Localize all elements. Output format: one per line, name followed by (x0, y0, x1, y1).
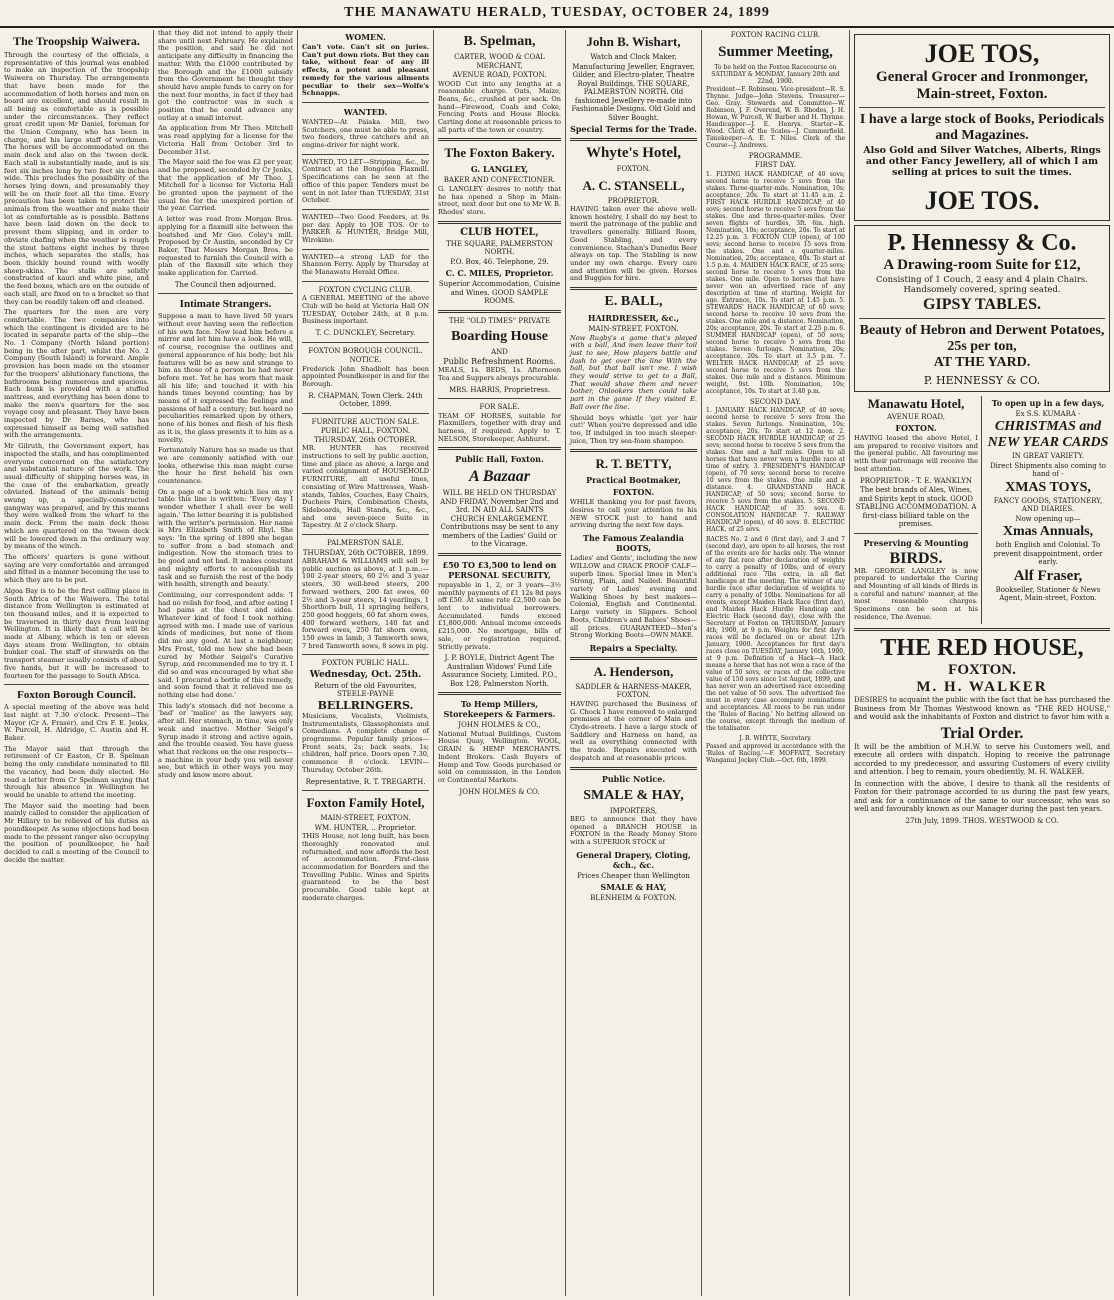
ad-heading: FOXTON PUBLIC HALL. (321, 659, 410, 668)
ad-signature: R. CHAPMAN, Town Clerk. 24th October, 1899. (308, 391, 423, 409)
column-7 (850, 30, 1114, 1296)
ad-subheading: C. C. MILES, Proprietor. (445, 268, 554, 279)
divider (570, 287, 697, 290)
ad-text: A GENERAL MEETING of the above Club will be held at Victoria Hall ON TUESDAY, October 24th, at 8 p.m. Business important. (302, 294, 429, 326)
ad-subheading: General Drapery, Cloting, &ch., &c. (576, 849, 691, 870)
ad-text: WANTED, TO LET—Stripping, &c., by Contract at the Bongotea Flaxmill. Specifications can be seen at the office of this paper. Tenders must be sent in not later than TUESDAY, 31st October. (302, 157, 429, 205)
divider (438, 398, 561, 399)
column-5 (566, 30, 702, 1296)
ad-heading-large: CHRISTMAS and NEW YEAR CARDS (987, 419, 1109, 450)
ad-heading: £50 TO £3,500 to lend on PERSONAL SECURITY, (442, 559, 557, 580)
ad-heading: FOXTON BOROUGH COUNCIL. (308, 346, 423, 355)
ad-signature: T. C. DUNCKLEY, Secretary. (315, 329, 416, 338)
ad-heading-large: BELLRINGERS. (317, 698, 414, 712)
ad-subheading: GIPSY TABLES. (923, 296, 1041, 313)
article-paragraph: The Mayor said the meeting had been mainly called to consider the application of Mr Hillary to be relieved of his duties as poundkeeper. As some objections had been made to the present ranger also occupying the position of poundkeeper, he had decided to call a meeting of the Council to decide the matter. (4, 801, 149, 864)
ad-text: Prices Cheaper than Wellington (577, 871, 690, 880)
divider (438, 138, 561, 141)
divider (859, 318, 1105, 319)
masthead: THE MANAWATU HERALD, TUESDAY, OCTOBER 24, 1899 (0, 0, 1114, 28)
ad-subheading: PUBLIC HALL, FOXTON. THURSDAY, 26th OCTOBER. (314, 427, 417, 444)
ad-subheading: CARTER, WOOD & COAL MERCHANT, (454, 53, 545, 70)
ad-signature: 27th July, 1899. THOS. WESTWOOD & CO. (905, 816, 1059, 825)
ad-text: Musicians, Vocalists, Violinists, Instrumentalists, Glassophonists and Comedians. A complete change of programme. Popular family prices—Front seats, 2s; back seats, 1s; children, half price. Doors open 7.30, commence 8 o'clock. LEVIN—Thursday, October 26th. (302, 711, 429, 774)
ad-heading-large: Foxton Family Hotel, (306, 795, 425, 811)
article-paragraph: Through the courtesy of the officials, a representative of this journal was enabled to make an inspection of the troopship Waiwera on Thursday. The arrangements that have been made for the accommodation of both horses and men on board are excellent, and should result in all being as comfortable as is possible under the circumstances. They reflect great credit upon Mr Daniel, foreman for the Union Company, who has been in charge, and his large staff of workmen. The horses will be accommodated on the main deck and also on the 'tween deck. Each stall is substantially made, and is six feet six inches long by two feet six inches wide. This precludes the possibility of the horses lying down, and presumably they will be on their feet all the time. Every precaution has been taken to protect the animals from the weather and make their lot as comfortable as is possible. Battens have been laid down on the deck to prevent them slipping, and in order to obviate chafing when the weather is rough the stout battens eight inches by three inches, which separates the stalls, has been thickly bound round with woolly sheep-skins. The stalls are solidly constructed of kauri and white pine, and the feed boxes, which are on the outside of each stall, are fixed on to a bracket so that they can be readily taken off and cleaned. (4, 51, 149, 306)
ad-text: Passed and approved in accordance with the 'Rules of Racing.'—F. MOFFATT, Secretary Wanganui Jockey Club.—Oct. 6th, 1899. (706, 743, 845, 764)
ad-red-house (854, 635, 1110, 825)
article-paragraph: Algoa Bay is to be the first calling place in South Africa of the Waiwera. The total distance from Wellington is estimated at ten thousand miles, and it is expected to be traversed in thirty days from leaving Wellington. It is likely that a call will be made at Albany, which is ten or eleven days steam from Wellington, to obtain bunker coal. The staff of stewards on the transport steamer usually consists of about five hands, but it will be increased to fourteen for the passage to South Africa. (4, 586, 150, 680)
article-heading-troopship: The Troopship Waiwera. (13, 34, 140, 48)
ad-text: MR. HUNTER has received instructions to sell by public auction, time and place as above, a large and varied consignment of HOUSEHOLD FURNITURE, all useful lines, consisting of Wire Mattresses, Wash-stands, Tables, Couches, Easy Chairs, Duchess Pairs, Combination Chests, Sideboards, Hall Stands, &c., &c., and one seven-piece Suite in Tapestry. At 2 o'clock Sharp. (302, 444, 429, 530)
ad-text: RACES No. 2 and 6 (first day), and 3 and 7 (second day), are open to all horses, the rest of the events are for hacks only. The winner of any flat race after declaration of weights to carry a penalty of 10lbs, and of every additional race 7lbs extra, in all flat handicaps at the meeting. The winner of any hurdle race after declaration of weights to carry a penalty of 10lbs. Nominations for all events, except Maiden Hack Race (first day), and Maiden Hack Hurdle Handicap and Electric Hack (second day), close with the Secretary at Foxton on THURSDAY, January 4th, 1900, at 9 p.m. Weights for first day's races will be declared on or about 12th January, 1900. Acceptances for first day's races close on TUESDAY, January 16th, 1900, at 9 p.m. Definition of a Hack—A Hack means a horse that has not won a race of the value of 50 sovs, or races of the collective value of 150 sovs since 1st August, 1899, and has never won an advertised race exceeding the net value of 50 sovs. The advertised fee must in every case accompany nominations and acceptances. All races to be run under the 'Rules of Racing.' No betting allowed on the course, except through the medium of the totalisator. (706, 536, 845, 732)
ad-heading: WOMEN. (345, 32, 386, 42)
ad-subheading: FIRST DAY. (755, 161, 796, 169)
column-4 (434, 30, 566, 1296)
divider (302, 154, 429, 155)
article-paragraph: Mr Gilruth, the Government expert, has inspected the stalls, and has complimented everyone concerned on the satisfactory and substantial nature of the work. The usual difficulty of shipping horses was, in the case of the embarkation, greatly obviated. Instead of the animals being swung up, a specially-constructed gangway was prepared, and by this means they were walked from the wharf to the main deck. From the main deck those which are quartered on the 'tween deck will be lowered down in the ordinary way by means of the winch. (4, 442, 149, 551)
ad-signature: BLENHEIM & FOXTON. (590, 894, 677, 903)
ad-subheading: FOXTON. (895, 423, 937, 433)
ad-subheading: AVENUE ROAD, (887, 412, 945, 421)
article-paragraph: A special meeting of the above was held last night at 7.30 o'clock. Present—The Mayor (Cr A. Fraser), and Crs F. E. Jenks, W. Purcell, H. Aldridge, C. Austin and H. Baker. (4, 703, 149, 743)
divider (570, 449, 697, 452)
ad-subheading: Ex S.S. KUMARA - (1015, 409, 1081, 418)
article-heading-strangers: Intimate Strangers. (179, 298, 272, 311)
ad-text: MR. GEORGE LANGLEY is now prepared to undertake the Curing and Mounting of all kinds of Birds in a careful and nature' manner, at the most reasonable charges. Specimens can be seen at his residence, The Avenue. (854, 566, 978, 621)
divider (570, 138, 697, 141)
ad-heading: Public Hall, Foxton. (455, 454, 544, 465)
ad-text: National Mutual Buildings, Custom House Quay, Wellington. WOOL, GRAIN & HEMP MERCHANTS. Indent Brokers. Cash Buyers of Hemp and Tow. Goods purchased or sold on commission, in the London or Continental Markets. (438, 729, 561, 784)
ad-heading-large: THE RED HOUSE, (880, 635, 1084, 662)
ad-heading-large: P. Hennessy & Co. (887, 230, 1077, 256)
divider (570, 657, 697, 660)
ad-subheading: The Famous Zealandia BOOTS, (583, 533, 684, 554)
ad-heading: FOXTON RACING CLUB. (730, 31, 821, 39)
ad-signature: MRS. HARRIS, Proprietress. (448, 385, 551, 394)
ad-alf-fraser (986, 396, 1110, 625)
ad-subheading: PROGRAMME. (748, 151, 803, 160)
ad-subheading: FOXTON. (948, 662, 1016, 679)
divider (438, 447, 561, 450)
article-paragraph: Suppose a man to have lived 50 years without ever having seen the reflection of his own face. Now lead him before a mirror and let him have a look. He will, of course, recognise the outlines and general appearance of his body; but his features will be as new and strange to him as those of a person he had never before met. Yet he has worn that mask all his life; and touched it with his hands times beyond counting; has by means of it expressed the feelings and passions of half a century; but heard no peculiarities remarked upon by others, none of his bones and flesh of his flesh as it is, the glass presents it to him as a novelty. (158, 312, 293, 444)
ad-text: Superior Accommodation, Cuisine and Wines. GOOD SAMPLE ROOMS. (438, 280, 561, 306)
ad-subheading: SADDLER & HARNESS-MAKER, FOXTON. (575, 682, 692, 700)
article-paragraph: The Council then adjourned. (174, 280, 277, 289)
ad-signature: Bookseller, Stationer & News Agent, Main-street, Foxton. (995, 585, 1101, 602)
ad-signature: J. P. BOYLE, District Agent The Australian Widows' Fund Life Assurance Society, Limited. P.O., Box 128, Palmerston North. (441, 654, 558, 688)
ad-heading-large: R. T. BETTY, (595, 456, 672, 472)
ad-text: Ladies' and Gents', including the new WILLOW and CRACK PROOF CALF—superb lines. Special lines in Men's Strong, Plain, and Nailed. Beautiful variety of Ladies' evening and Walking Shoes by best makers—Colonial, English and Continental. Large variety in Slippers. School Boots, Children's and Babies' Shoes—all prices. GUARANTEED—Men's Strong Working Boots—OWN MAKE. (570, 554, 697, 640)
article-paragraph: that they did not intend to apply their share until next February. He explained the position, and said he did not anticipate any difficulty in financing the matter. With the £1000 contributed by the Borough and the £1000 subsidy from the Government he thought they should have ample funds to carry on for the next four months, in fact if they had got the contractor was in such a position that he could advance any outlay at a small interest. (158, 30, 293, 122)
ad-text: PROPRIETOR - T. E. WANKLYN (860, 476, 972, 485)
divider (302, 281, 429, 282)
ad-subheading: Beauty of Hebron and Derwent Potatoes, 25s per ton, (859, 323, 1105, 354)
ad-text: I have a large stock of Books, Periodicals and Magazines. (859, 112, 1105, 143)
ad-hennessy (854, 225, 1110, 392)
ad-text: HAVING purchased the Business of G. Chock I have removed to enlarged premises at the corner of Main and Clyde-streets. I have a large stock of Saddlery and Harness on hand, as well as everything connected with the trade. Repairs executed with despatch and at reasonable prices. (570, 699, 697, 762)
ad-signature: SMALE & HAY, (600, 882, 667, 893)
ad-subheading: A. C. STANSELL, (582, 177, 685, 193)
ad-text: It will be the ambition of M.H.W. to serve his Customers well, and execute all orders with dispatch. Hoping to receive the patronage accorded to my predecessor, and assuring Customers of every civility and attention. I beg to remain, yours obediently, M. H. WALKER. (854, 742, 1110, 777)
divider (438, 221, 561, 224)
ad-signature: JOHN HOLMES & CO. (459, 787, 540, 796)
article-paragraph: Continuing, our correspondent adds: 'I had no relish for food, and after eating I had pains at the chest and sides. Whatever kind of food I took nothing agreed with me. I made use of various kinds of medicines, but none of them did me any good. At last a neighbour, Mrs Frost, told me how she had been cured by Mother Seigel's Curative Syrup, and recommended me to try it. I did so and was encouraged by what she said. I procured a bottle of this remedy, and soon found that it relieved me as nothing else had done.' (158, 590, 293, 700)
ad-subheading: BAKER AND CONFECTIONER. (443, 176, 556, 185)
ad-text: Manufacturing Jeweller, Engraver, Gilder, and Electro-plater, Theatre Royal Buildings, THE SQUARE, PALMERSTON NORTH. Old fashioned Jewellery re-made into Fashionable Designs. Old Gold and Silver Bought. (571, 62, 696, 122)
divider (570, 767, 697, 770)
ad-heading-large: E. BALL, (604, 294, 663, 310)
ad-subheading: Main-street, Foxton. (916, 86, 1048, 102)
column-3 (298, 30, 434, 1296)
ad-text: WANTED—a strong LAD for the Shannon Ferry. Apply by Thursday at the Manawatu Herald Office. (302, 252, 429, 277)
ad-text: BEG to announce that they have opened a BRANCH HOUSE in FOXTON in the Ready Money Store with a SUPERIOR STOCK of (570, 815, 697, 847)
ad-subheading: M. H. WALKER (916, 679, 1048, 696)
ad-heading: PALMERSTON SALE. (327, 539, 404, 548)
divider (4, 684, 149, 685)
ad-heading-large: Summer Meeting, (718, 43, 833, 60)
ad-text: WILL BE HELD ON THURSDAY AND FRIDAY, November 2nd and 3rd. IN AID ALL SAINTS CHURCH ENLARGEMENT. Contributions may be sent to any members of the Ladies' Guild or to the Vicarage. (440, 489, 559, 549)
ad-heading-large: BIRDS. (889, 549, 943, 567)
ad-text: repayable in 1, 2, or 3 years—3½ monthly payments of £1 12s 8d pays off £50. At same rate £2,500 can be lent to individual borrowers. Accumulated funds exceed £1,800,000. Annual income exceeds £215,000. No mortgage, bills of sale, or registration required. Strictly private. (438, 580, 561, 651)
article-paragraph: The Mayor said the fee was £2 per year, and he proposed, seconded by Cr Jenks, that the application of Mr Theo. J. Mitchell for a license for Victoria Hall be granted upon the payment of the usual fee for the unexpired portion of the year. Carried. (158, 158, 293, 213)
ad-subheading: MAIN-STREET, FOXTON. (320, 814, 411, 823)
ad-footer: Repairs a Specialty. (589, 642, 678, 653)
ad-text: both English and Colonial. To prevent disappointment, order early. (993, 541, 1103, 566)
divider (859, 107, 1105, 108)
ad-subheading: G. LANGLEY, (470, 164, 529, 175)
ad-manawatu-hotel (854, 396, 982, 625)
ad-text: Should boys whistle 'get yer hair cut!' When you're depressed and idle too, If indulged in too much sleeper-juice, Then try sea-foam shampoo. (570, 413, 697, 445)
divider (854, 628, 1110, 631)
divider (854, 533, 978, 534)
ad-subheading: Watch and Clock Maker, (590, 53, 677, 61)
ad-heading-large: The Foxton Bakery. (444, 145, 555, 161)
ad-heading: To open up in a few days, (991, 397, 1105, 408)
article-paragraph: This lady's stomach did not become a 'bad' or 'malice' as the lawyers say, after all. Her stomach, in time, was only weak and inactive. Mother Seigel's Syrup made it strong and active again, and the trouble ceased. You have guess what that reckons on the one respects—a machine in your body you will never see, but which in other ways you may study and know more about. (158, 701, 293, 780)
ad-text: HAVING taken over the above well-known hostelry, I shall do my best to merit the patronage of the public and travellers generally. Billiard Room, Good Stabling, and every convenience. Stachan's Dunedin Beer always on tap. The Stabling is now under my own charge. Every care and attention will be given. Horses and Buggies for hire. (570, 205, 697, 283)
ad-text: Can't vote. Can't sit on juries. Can't put down riots. But they can take, without fear of any ill effects, a potent and pleasant remedy for the various ailments peculiar to their sex—Wolfe's Schnapps. (302, 43, 429, 98)
divider (438, 692, 561, 695)
ad-signature: P. HENNESSY & CO. (923, 374, 1041, 387)
ad-text: 1. JANUARY HACK HANDICAP, of 40 sovs; second horse to receive 5 sovs from the stakes. Seven furlongs. Nomination, 10s; acceptance, 20s. To start at 12 noon. 2. SECOND HACK HURDLE HANDICAP, of 25 sovs; second horse to receive 5 sovs from the stakes. One and a half miles. Open to all horses that have never won a hurdle race at time of entry. 3. PRESIDENT'S HANDICAP (open), of 70 sovs; second horse to receive 10 sovs from the stakes. One mile and a distance. 4. GRANDSTAND HACK HANDICAP, of 50 sovs; second horse to receive 5 sovs from the stakes. 5. SECOND HACK HANDICAP, of 35 sovs. 6. CONSOLATION HANDICAP. 7. RAILWAY HANDICAP (open), of 40 sovs. 8. ELECTRIC HACK, of 25 sovs. (706, 407, 845, 533)
ad-footer: JOE TOS. (924, 186, 1040, 215)
ad-subheading: IMPORTERS, (609, 806, 658, 815)
ad-text: Return of the old Favourites, STEELE-PAYNE (314, 681, 417, 699)
ad-text: TEAM OF HORSES, suitable for Flaxmillers, together with dray and harness, if required. Apply to T. NELSON, Storekeeper, Ashhurst. (438, 411, 561, 443)
ad-text: THIS House, not long built, has been thoroughly renovated and refurnished, and now affords the best of accommodation. First-class accommodation for Boarders and the Travelling Public. Wines and Spirits guaranteed to be the best procurable. Good table kept at moderate charges. (302, 832, 429, 902)
ad-text: Direct Shipments also coming to hand of - (990, 461, 1106, 478)
article-paragraph: The Mayor said that through the retirement of Cr Easton, Cr B. Spelman being the only candidate nominated to fill the vacancy, had been duly elected. He read a letter from Cr Spelman saying that through his absence in Wellington he would be unable to attend the meeting. (4, 744, 149, 799)
ad-subheading: P.O. Box, 46. Telephone, 29. (450, 257, 549, 266)
ad-text: WOOD Cut into any lengths at a reasonable charge. Oats, Maize, Beans, &c., crushed at per sack. On hand—Firewood, Coals and Coke, Fencing Posts and House Blocks. Carting done at reasonable prices to all parts of the town or country. (438, 79, 561, 134)
ad-date: Wednesday, Oct. 25th. (309, 669, 422, 680)
ad-text: In connection with the above, I desire to thank all the residents of Foxton for their patronage accorded to us during the past few years, and ask for a continuance of the same to our successor, who was so well and favourably known as our Manager during the past ten years. (854, 779, 1110, 814)
article-paragraph: The quarters for the men are very comfortable. The two companies into which the contingent is divided are to be located in separate parts of the ship—the No. 1 Company (North Island portion) being in the after part, whilst the No. 2 Company (South Island) is forward. Ample provision has been made on the steamer for the troopers' ablutionary functions, the bathrooms being numerous and spacious. Each bunk is provided with a stuffed mattress, and everything has been done to make the men's quarters for the sea voyage cosy and pleasant. They have been inspected by Dr Barnes, who has expressed himself as being well satisfied with the arrangements. (4, 308, 149, 440)
ad-heading-large: Boarding House (451, 329, 548, 345)
ad-text: HAVING leased the above Hotel, I am prepared to receive visitors and the general public. All favouring me with their patronage will receive the best attention. (854, 434, 978, 473)
ad-heading-large: JOE TOS, (924, 39, 1040, 68)
ad-text: ABRAHAM & WILLIAMS will sell by public auction as above, at 1 p.m.:— 100 2-year steers, 60 2½ and 3 year steers, 30 well-bred steers, 200 forward wethers, 200 fat ewes, 60 2½ and 3-year steers, 14 yearlings, 1 Shorthorn bull, 11 springing heifers, 250 good hoggets, 60 fat shorn ewes, 400 forward wethers, 140 fat and forward ewes, 250 fat shorn ewes, 150 ewes in lamb, 3 Tamworth sows, 7 bred Tamworth sows, 8 sows in pig. (302, 557, 429, 650)
divider (302, 413, 429, 414)
ad-heading-large: B. Spelman, (463, 34, 536, 49)
ad-heading-large: Whyte's Hotel, (586, 145, 681, 161)
ad-text: WANTED—At Paiaka Mill, two Scutchers, one must be able to press, two feeders, three catchers and an engine-driver for night work. (302, 117, 429, 150)
ad-subheading: AND (491, 348, 508, 357)
ad-subheading: WM. HUNTER, .. Proprietor. (314, 823, 417, 832)
ad-text: President—F. Robinson. Vice-president—R. S. Thynne. Judge—John Stevens. Treasurer—Geo. Gray. Stewards and Committee—W. Robinson, J. F. Overend, W. B. Rhodes, J. H. Howan, W. Purcell, W. Barber and H. Thynne. Handicapper—J. E. Henrys. Starter—K. Wood. Clerk of the Scales—J. Cummerfield. Timekeeper—A. E. T. Niles. Clerk of the Course—J. Andrews. (706, 85, 845, 149)
ad-subheading: HAIRDRESSER, &c., (587, 313, 680, 324)
ad-heading-large: A Bazaar (469, 468, 530, 486)
ad-subheading: THE SQUARE, PALMERSTON NORTH. (446, 239, 553, 257)
article-paragraph: The officers' quarters is gone without saying are very comfortable and arranged and fitted in a manner becoming the use to which they are to be put. (4, 553, 149, 585)
ad-heading: To Hemp Millers, Storekeepers & Farmers. (443, 699, 556, 720)
article-paragraph: Fortunately Nature has so made us that we are commonly satisfied with our looks, otherwise this man might curse the hour he first beheld his own countenance. (158, 446, 293, 486)
ad-heading: Preserving & Mounting (863, 537, 969, 548)
ad-text: Now opening up— (1015, 514, 1081, 523)
ad-subheading: AT THE YARD. (933, 355, 1031, 370)
divider (302, 249, 429, 250)
divider (302, 209, 429, 210)
ad-text: DESIRES to acquaint the public with the fact that he has purchased the Business from Mr Thomas Westwood known as "THE RED HOUSE," and would ask the inhabitants of Foxton and district to favor him with a (854, 696, 1110, 722)
ad-heading-large: Xmas Annuals, (1002, 524, 1094, 539)
ad-text: WHILE thanking you for past favors, desires to call your attention to his NEW STOCK just to hand and arriving during the next few days. (570, 498, 697, 530)
column-1 (0, 30, 154, 1296)
divider (438, 310, 561, 313)
divider (302, 102, 429, 103)
article-heading-council: Foxton Borough Council. (17, 689, 136, 702)
ad-subheading: General Grocer and Ironmonger, (876, 69, 1088, 85)
ad-subheading: Trial Order. (940, 724, 1024, 742)
ad-heading-large: Alf Fraser, (1013, 567, 1083, 584)
divider (158, 293, 293, 294)
divider (302, 342, 429, 343)
column-6 (702, 30, 850, 1296)
ad-heading-large: Manawatu Hotel, (867, 395, 965, 411)
ad-subheading: Public Refreshment Rooms. (443, 356, 556, 366)
ad-footer: Special Terms for the Trade. (570, 124, 697, 134)
divider (302, 534, 429, 535)
ad-joe-tos (854, 34, 1110, 221)
ad-subheading: FOXTON. (612, 487, 655, 498)
ad-subheading: JOHN HOLMES & CO., (458, 721, 541, 730)
ad-heading: CLUB HOTEL, (460, 226, 539, 238)
ad-heading: Public Notice. (601, 773, 666, 784)
ad-heading: FOXTON CYCLING CLUB. (318, 285, 413, 294)
ad-heading-large: John B. Wishart, (586, 34, 681, 49)
ad-text: 1. FLYING HACK HANDICAP, of 40 sovs; second horse to receive 5 sovs from the stakes. Three-quarter-mile. Nomination, 10s; acceptance, 20s. To start at 11.45 a.m. 2. FIRST HACK HURDLE HANDICAP, of 40 sovs; second horse to receive 5 sovs from the stakes. One and three-quarter-miles. Over seven flights of hurdles, 3ft. 6in. high. Nomination, 10s; acceptance, 20s. To start at 12.25 p.m. 3. FOXTON CUP (open), of 100 sovs; second horse to receive 15 sovs from the stakes. One and a quarter-miles. Nomination, 20s; acceptance, 40s. To start at 1.5 p.m. 4. MAIDEN HACK RACE, of 25 sovs; second horse to receive 5 sovs from the stakes. One mile. Open to horses that have never won an advertised race of any description at time of starting. Weight for age. Entrance, 10s. To start at 1.45 p.m. 5. STEWARDS' HACK HANDICAP, of 60 sovs; second horse to receive 10 sovs from the stakes. One mile and a distance. Nomination, 20s; acceptance, 20s. To start at 2.25 p.m. 6. SUMMER HANDICAP (open), of 50 sovs; second horse to receive 5 sovs from the stakes. Seven furlongs. Nomination, 20s; acceptance, 20s. To start at 3.5 p.m. 7. WELTER HACK HANDICAP, of 25 sovs; second horse to receive 5 sovs from the stakes. One mile and a distance. Minimum weight, 9st. 10lb. Nomination, 10s; acceptance, 10s. To start at 3.40 p.m. (706, 170, 845, 395)
ad-subheading: AVENUE ROAD, FOXTON. (452, 71, 547, 79)
divider (302, 654, 429, 655)
divider (302, 790, 429, 791)
ad-text: The best brands of Ales, Wines, and Spirits kept in stock. GOOD STABLING ACCOMMODATION. A first-class billiard table on the premises. (855, 486, 977, 529)
ad-subheading: A Drawing-room Suite for £12, (883, 257, 1081, 273)
ad-text: Also Gold and Silver Watches, Alberts, Rings and other Fancy Jewellery, all of which I am selling at prices to suit the times. (863, 145, 1101, 178)
column-2 (154, 30, 298, 1296)
ad-text: Consisting of 1 Couch, 2 easy and 4 plain Chairs. Handsomely covered, spring seated. (876, 275, 1088, 295)
article-paragraph: A letter was read from Morgan Bros. applying for a flaxmill site between the boatshed and Mr Geo. Coley's mill. Proposed by Cr Austin, seconded by Cr Baker, That Messrs Morgan Bros. be requested to furnish the Council with a plan of the flaxmill site which they make application for. Carried. (158, 215, 293, 278)
ad-text: Now Rugby's a game that's played with a ball, And men leave their toil just to see, How players battle and dash to get over the line With the ball, but that ball isn't me. I wish they would strive to get to a Ball, That would shave them and never bother, Onlookers then could take part in the game If they visited E. Ball over the line. (570, 333, 697, 411)
ad-pair (854, 396, 1110, 625)
ad-subheading: NOTICE. (349, 356, 382, 365)
ad-heading: WANTED. (343, 106, 388, 117)
ad-heading: FOR SALE. (479, 403, 520, 412)
ad-text: IN GREAT VARIETY. (1011, 452, 1085, 460)
ad-text: G. LANGLEY desires to notify that he has opened a Shop in Main-street, next door but one to Mr W. B. Rhodes' store. (438, 184, 561, 217)
ad-subheading: Practical Bootmaker, (586, 475, 681, 486)
ad-subheading: SECOND DAY. (749, 397, 802, 406)
article-paragraph: An application from Mr Theo. Mitchell was read applying for a license for the Victoria Hall from October 3rd to December 31st. (158, 124, 293, 156)
ad-text: WANTED—Two Good Feeders, at 9s per day. Apply to JOE TOS. Or to PARKER & HUNTER, Bridge Mill, Wirokino. (302, 212, 429, 245)
ad-subheading: FOXTON. (616, 165, 651, 173)
ad-subheading: PROPRIETOR. (607, 196, 660, 205)
ad-heading: THE "OLD TIMES" PRIVATE (448, 316, 551, 325)
ad-heading-large: XMAS TOYS, (1005, 479, 1091, 495)
divider (438, 553, 561, 556)
ad-subheading: THURSDAY, 26th OCTOBER, 1899. (302, 548, 429, 557)
ad-text: To be held on the Foxton Racecourse on SATURDAY & MONDAY, January 20th and 22nd, 1900. (711, 63, 840, 85)
ad-text: FANCY GOODS, STATIONERY, AND DIARIES. (993, 496, 1103, 513)
ad-text: MEALS, 1s. BEDS, 1s. Afternoon Tea and Suppers always procurable. (438, 366, 561, 382)
ad-signature: Representative, R. T. TREGARTH. (305, 777, 426, 786)
ad-heading-large: A. Henderson, (593, 663, 674, 679)
ad-heading-large: SMALE & HAY, (583, 787, 684, 803)
ad-heading: FURNITURE AUCTION SALE. (311, 417, 420, 426)
ad-subheading: MAIN-STREET, FOXTON. (588, 325, 679, 334)
ad-signature: J. R. WHYTE, Secretary. (739, 735, 812, 742)
article-paragraph: On a page of a book which lies on my table this line is written: 'Every day I wonder whether I shall ever be well again.' The letter bearing it is published with the writer's permission. Her name is Mrs Elizabeth Smith of Rhyl. She says: 'In the spring of 1890 she began to suffer from a bad stomach and indigestion. Now the stomach tries to be good and not bad. It makes constant and mighty efforts to accomplish its task and so furnish the rest of the body with health, strength and beauty.' (158, 487, 293, 589)
ad-text: Frederick John Shadbolt has been appointed Poundkeeper in and for the Borough. (302, 364, 429, 389)
